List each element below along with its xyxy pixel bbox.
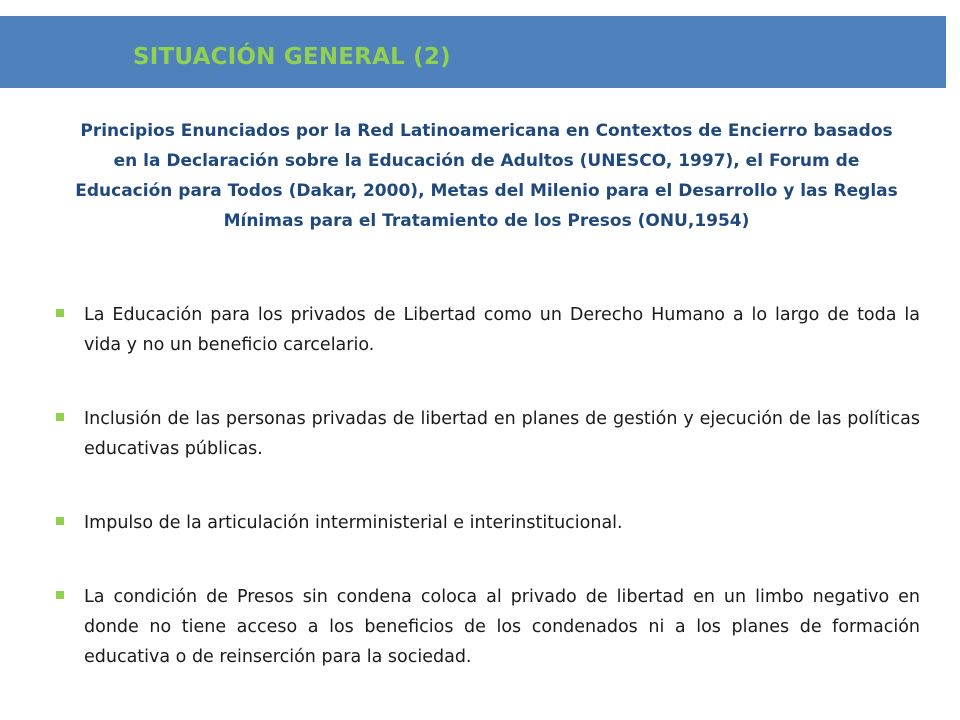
square-bullet-icon [56,413,64,421]
slide-subtitle: Principios Enunciados por la Red Latinoamericana en Contextos de Encierro basados en la Declaración sobre la Educación de Adultos (UNESCO, 1997), el Forum de Educación para Todos (Dakar, 2000), Metas del Milenio para el Desarrollo y las Reglas Mínimas para el Tratamiento de los Presos (ONU,1954) [75,121,898,231]
square-bullet-icon [56,309,64,317]
bullet-text: La condición de Presos sin condena coloca al privado de libertad en un limbo negativo en donde no tiene acceso a los beneficios de los condenados ni a los planes de formación educativa o de reinserción para la sociedad. [84,587,920,667]
bullet-text: Impulso de la articulación interministerial e interinstitucional. [84,513,623,533]
bullet-list [56,300,920,672]
bullet-text: La Educación para los privados de Libertad como un Derecho Humano a lo largo de toda la vida y no un beneficio carcelario. [84,305,920,355]
slide-title: SITUACIÓN GENERAL (2) [133,44,451,70]
bullet-item [56,508,920,538]
bullet-item [56,582,920,672]
bullet-text: Inclusión de las personas privadas de libertad en planes de gestión y ejecución de las políticas educativas públicas. [84,409,920,459]
bullet-item [56,404,920,464]
bullet-item [56,300,920,360]
square-bullet-icon [56,517,64,525]
square-bullet-icon [56,591,64,599]
